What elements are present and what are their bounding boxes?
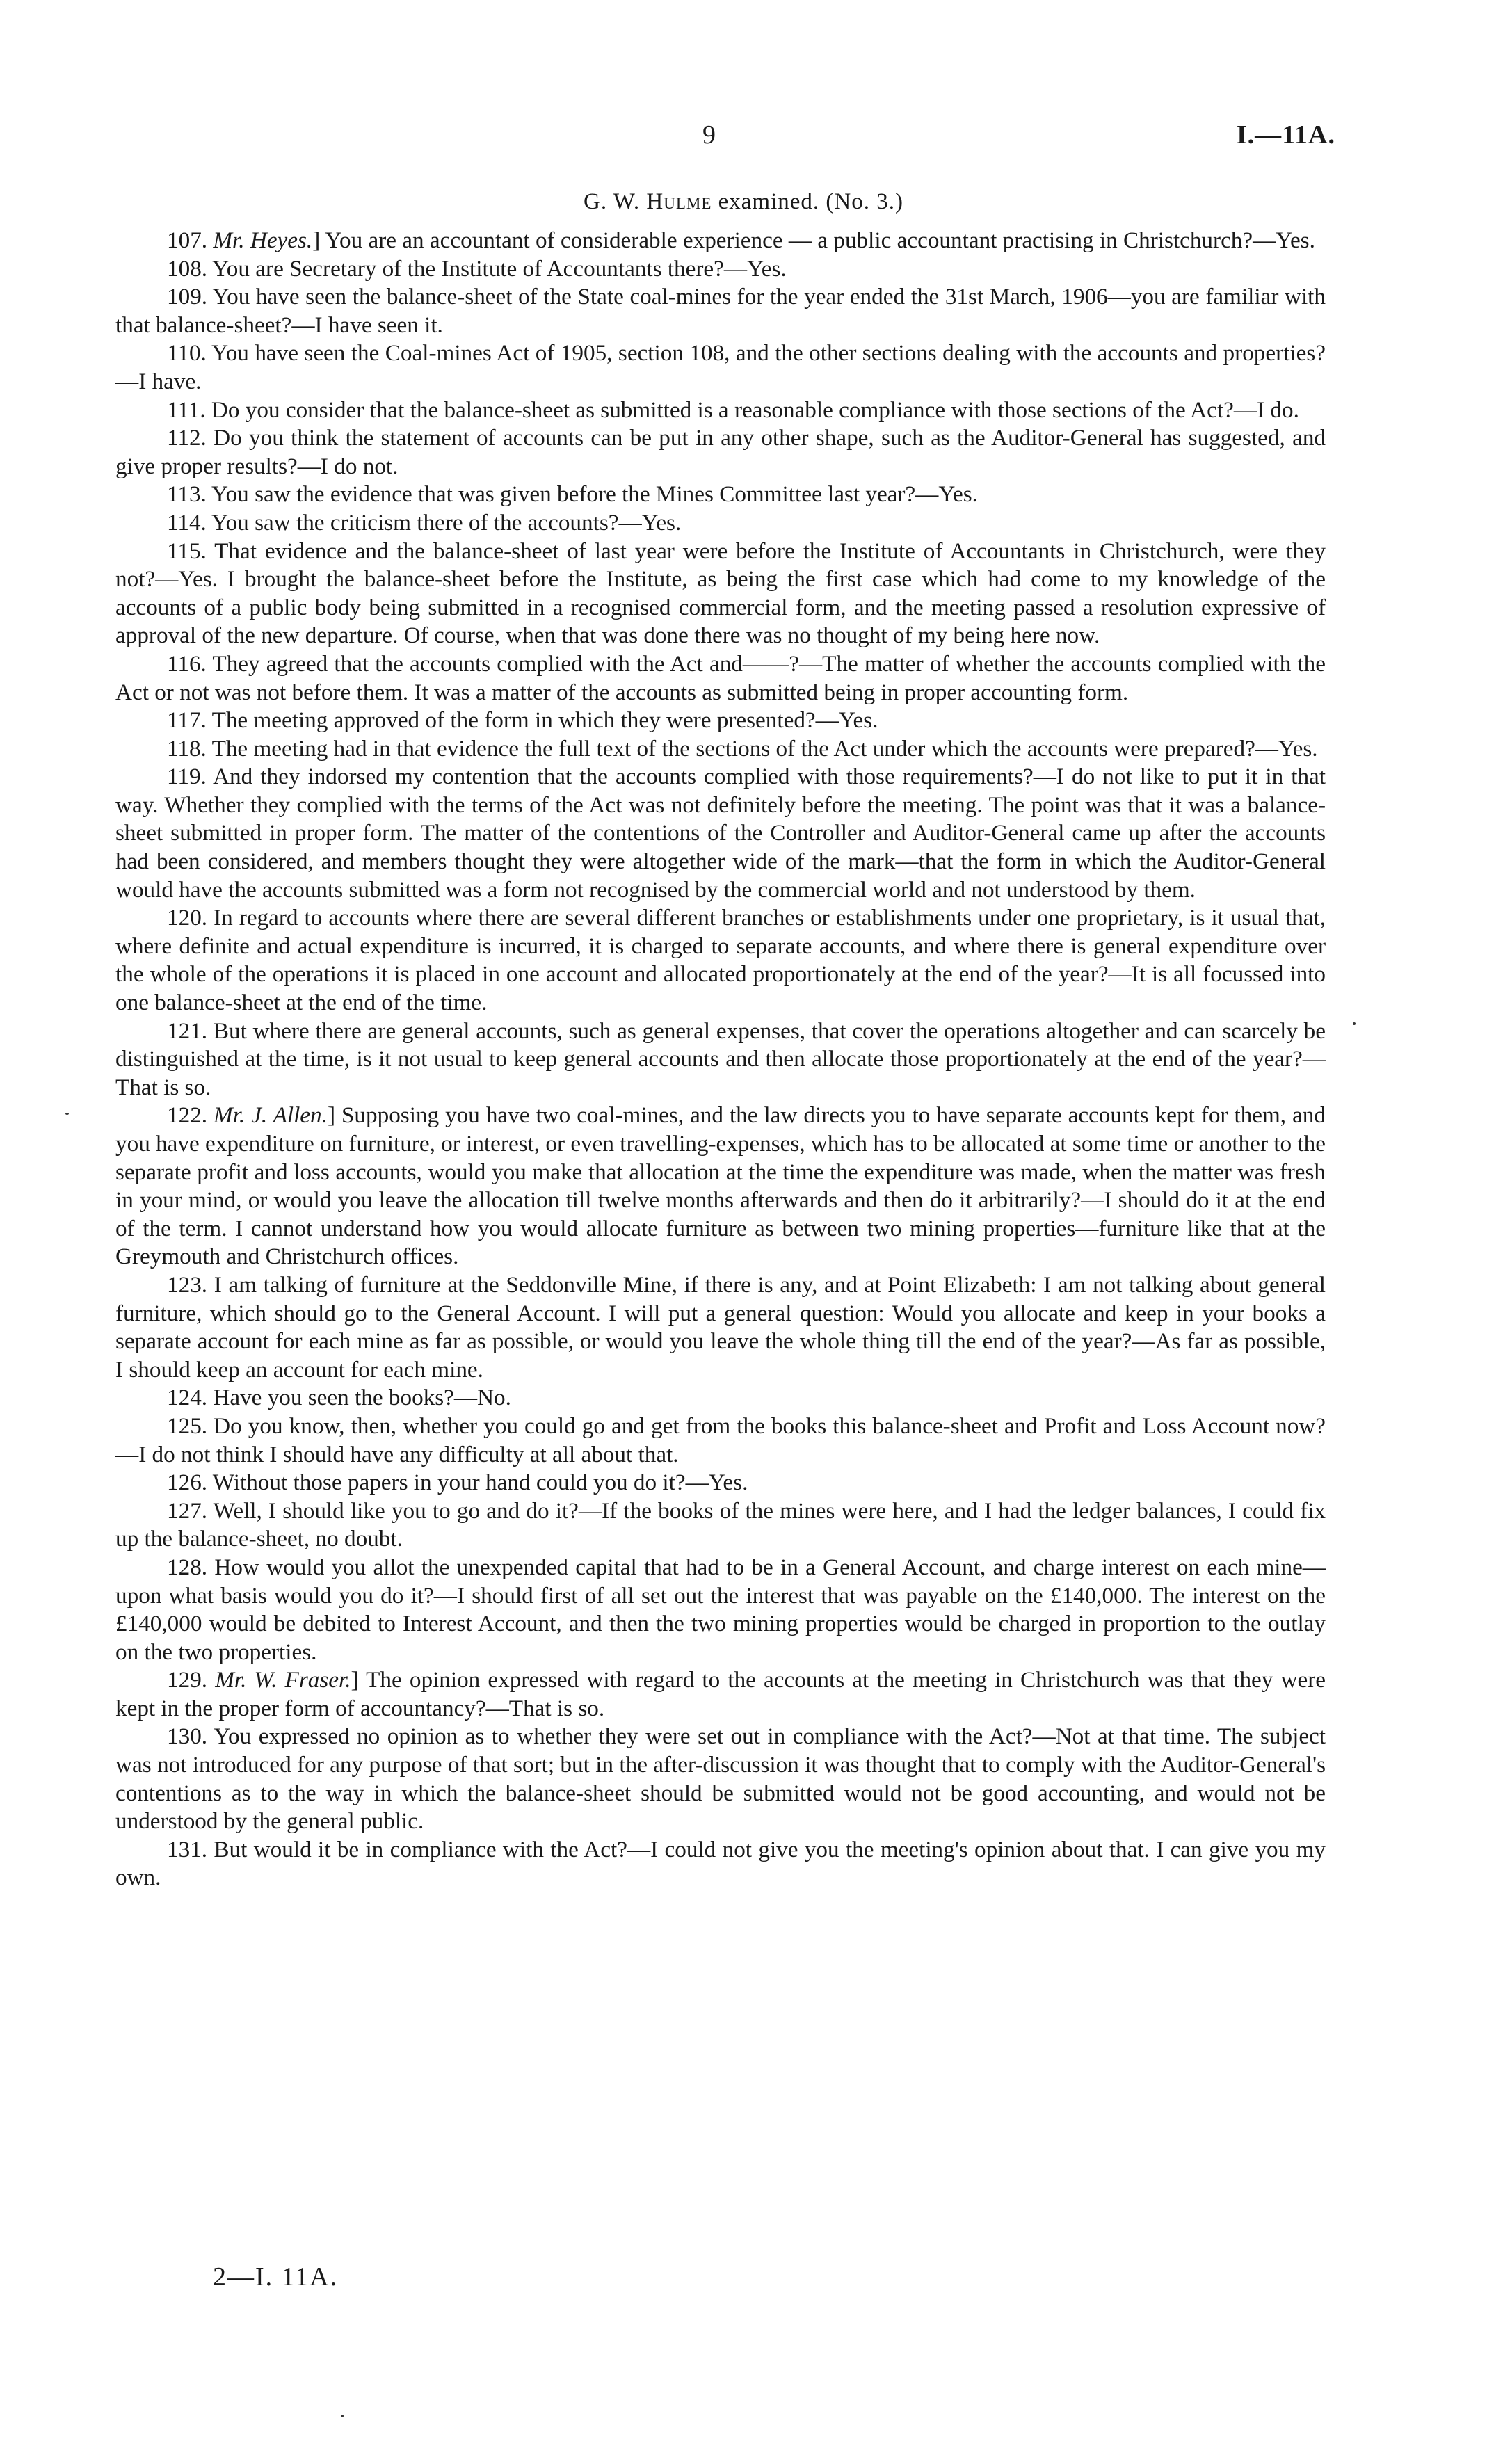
heading-prefix: G. W. xyxy=(584,189,647,214)
question-text: How would you allot the unexpended capital that had to be in a General Account, and charge interest on each mine—upon what basis would you do it?—I should first of all set out the interest that was payable on the £140,000. The interest on the £140,000 would be debited to Interest Account, and then the two mining properties would be charged in proportion to the outlay on the two properties. xyxy=(115,1554,1326,1665)
question-number: 113. xyxy=(167,481,207,508)
question-number: 131. xyxy=(167,1836,208,1862)
question-number: 127. xyxy=(167,1497,208,1524)
witness-name: Hulme xyxy=(646,189,712,214)
print-speck xyxy=(1353,1022,1356,1025)
question-paragraph xyxy=(115,735,1326,764)
question-paragraph xyxy=(115,1017,1326,1102)
question-number: 130. xyxy=(167,1723,208,1750)
question-paragraph xyxy=(115,763,1326,904)
question-text: The meeting had in that evidence the full text of the sections of the Act under which the accounts were prepared?—Yes. xyxy=(211,735,1318,762)
question-paragraph xyxy=(115,650,1326,707)
question-paragraph xyxy=(115,396,1326,425)
question-paragraph xyxy=(115,283,1326,339)
question-number: 111. xyxy=(167,396,206,423)
question-paragraph xyxy=(115,1469,1326,1497)
question-number: 119. xyxy=(167,764,207,790)
heading-suffix: examined. (No. 3.) xyxy=(712,189,903,214)
question-text: ] The opinion expressed with regard to the accounts at the meeting in Christchurch was that they were kept in the proper form of accountancy?—That is so. xyxy=(115,1667,1326,1721)
question-paragraph xyxy=(115,227,1326,255)
question-text: And they indorsed my contention that the accounts complied with those requirements?—I do not like to put it in that way. Whether they complied with the terms of the Act was not definitely before the meeting. The point was that it was a balance-sheet submitted in proper form. The matter of the contentions of the Controller and Auditor-General came up after the accounts had been considered, and members thought they were altogether wide of the mark—that the form in which the Auditor-General would have the accounts submitted was a form not recognised by the commercial world and not understood by them. xyxy=(115,764,1326,903)
question-text: They agreed that the accounts complied with the Act and——?—The matter of whether the accounts complied with the Act or not was not before them. It was a matter of the accounts as submitted being in proper accounting form. xyxy=(115,650,1326,705)
question-text: But would it be in compliance with the Act?—I could not give you the meeting's opinion about that. I can give you my own. xyxy=(115,1836,1326,1891)
question-text: You saw the criticism there of the accounts?—Yes. xyxy=(211,509,682,536)
question-number: 112. xyxy=(167,425,207,451)
question-text: Do you think the statement of accounts can be put in any other shape, such as the Auditor-General has suggested, and give proper results?—I do not. xyxy=(115,425,1326,479)
question-text: Well, I should like you to go and do it?—If the books of the mines were here, and I had the ledger balances, I could fix up the balance-sheet, no doubt. xyxy=(115,1497,1326,1552)
question-paragraph xyxy=(115,707,1326,735)
signature-mark: 2—I. 11A. xyxy=(213,2262,339,2292)
question-number: 107. xyxy=(167,227,208,253)
question-text: You have seen the Coal-mines Act of 1905, section 108, and the other sections dealing with the accounts and properties?—I have. xyxy=(115,340,1326,394)
question-paragraph xyxy=(115,1384,1326,1412)
section-heading xyxy=(0,189,1487,215)
question-number: 120. xyxy=(167,905,208,931)
speaker-name: Mr. J. Allen. xyxy=(214,1102,328,1129)
question-number: 125. xyxy=(167,1412,208,1439)
question-number: 115. xyxy=(167,538,207,564)
question-number: 110. xyxy=(167,340,207,367)
question-paragraph xyxy=(115,1412,1326,1469)
question-text: In regard to accounts where there are several different branches or establishments under one proprietary, is it usual that, where definite and actual expenditure is incurred, it is charged to separate accounts, and where there is general expenditure over the whole of the operations it is placed in one account and allocated proportionately at the end of the year?—It is all focussed into one balance-sheet at the end of the time. xyxy=(115,905,1326,1016)
testimony-body xyxy=(115,227,1326,1892)
question-paragraph xyxy=(115,1102,1326,1271)
question-number: 126. xyxy=(167,1469,208,1496)
question-text: You expressed no opinion as to whether they were set out in compliance with the Act?—Not at that time. The subject was not introduced for any purpose of that sort; but in the after-discussion it was thought that to comply with the Auditor-General's contentions as to the way in which the balance-sheet should be submitted would not be good accounting, and would not be understood by the general public. xyxy=(115,1723,1326,1835)
print-speck xyxy=(341,2415,344,2417)
question-text: ] You are an accountant of considerable experience — a public accountant practising in Christchurch?—Yes. xyxy=(312,227,1315,253)
question-paragraph xyxy=(115,424,1326,481)
question-paragraph xyxy=(115,1497,1326,1554)
question-text: Have you seen the books?—No. xyxy=(213,1385,511,1411)
question-text: You are Secretary of the Institute of Accountants there?—Yes. xyxy=(212,255,787,282)
question-text: But where there are general accounts, such as general expenses, that cover the operations altogether and can scarcely be distinguished at the time, is it not usual to keep general accounts and then allocate those proportionately at the end of the year?—That is so. xyxy=(115,1017,1326,1100)
question-paragraph xyxy=(115,1723,1326,1835)
question-number: 124. xyxy=(167,1385,208,1411)
question-paragraph xyxy=(115,509,1326,538)
question-paragraph xyxy=(115,538,1326,650)
question-paragraph xyxy=(115,481,1326,509)
question-number: 116. xyxy=(167,650,207,677)
question-number: 123. xyxy=(167,1271,208,1298)
document-reference: I.—11A. xyxy=(1236,120,1335,150)
running-header xyxy=(0,120,1487,161)
question-text: Do you consider that the balance-sheet as submitted is a reasonable compliance with those sections of the Act?—I do. xyxy=(211,396,1299,423)
print-speck xyxy=(65,1113,69,1115)
question-text: Do you know, then, whether you could go and get from the books this balance-sheet and Profit and Loss Account now?—I do not think I should have any difficulty at all about that. xyxy=(115,1412,1326,1467)
question-text: You saw the evidence that was given before the Mines Committee last year?—Yes. xyxy=(211,481,978,508)
question-text: Without those papers in your hand could you do it?—Yes. xyxy=(212,1469,748,1496)
question-number: 108. xyxy=(167,255,208,282)
page-number: 9 xyxy=(702,120,716,150)
question-paragraph xyxy=(115,1666,1326,1723)
question-number: 109. xyxy=(167,284,208,310)
speaker-name: Mr. Heyes. xyxy=(213,227,313,253)
question-paragraph xyxy=(115,1554,1326,1666)
question-paragraph xyxy=(115,1836,1326,1892)
question-paragraph xyxy=(115,339,1326,396)
question-paragraph xyxy=(115,255,1326,284)
question-text: ] Supposing you have two coal-mines, and the law directs you to have separate accounts kept for them, and you have expenditure on furniture, or interest, or even travelling-expenses, which has to be allocated at some time or another to the separate profit and loss accounts, would you make that allocation at the time the expenditure was made, when the matter was fresh in your mind, or would you leave the allocation till twelve months afterwards and then do it arbitrarily?—I should do it at the end of the term. I cannot understand how you would allocate furniture as between two mining properties—furniture like that at the Greymouth and Christchurch offices. xyxy=(115,1102,1326,1270)
question-text: I am talking of furniture at the Seddonville Mine, if there is any, and at Point Elizabeth: I am not talking about general furniture, which should go to the General Account. I will put a general question: Would you allocate and keep in your books a separate account for each mine as far as possible, or would you leave the whole thing till the end of the year?—As far as possible, I should keep an account for each mine. xyxy=(115,1271,1326,1383)
question-number: 128. xyxy=(167,1554,208,1580)
question-text: You have seen the balance-sheet of the State coal-mines for the year ended the 31st March, 1906—you are familiar with that balance-sheet?—I have seen it. xyxy=(115,284,1326,338)
question-number: 118. xyxy=(167,735,207,762)
question-number: 117. xyxy=(167,707,207,734)
question-number: 114. xyxy=(167,509,207,536)
question-number: 121. xyxy=(167,1017,208,1044)
question-paragraph xyxy=(115,904,1326,1017)
question-number: 122. xyxy=(167,1102,208,1129)
speaker-name: Mr. W. Fraser. xyxy=(215,1667,351,1693)
question-text: That evidence and the balance-sheet of last year were before the Institute of Accountants in Christchurch, were they not?—Yes. I brought the balance-sheet before the Institute, as being the first case which had come to my knowledge of the accounts of a public body being submitted in a recognised commercial form, and the meeting passed a resolution expressive of approval of the new departure. Of course, when that was done there was no thought of my being here now. xyxy=(115,538,1326,649)
question-number: 129. xyxy=(167,1667,208,1693)
question-paragraph xyxy=(115,1271,1326,1384)
question-text: The meeting approved of the form in which they were presented?—Yes. xyxy=(211,707,878,734)
